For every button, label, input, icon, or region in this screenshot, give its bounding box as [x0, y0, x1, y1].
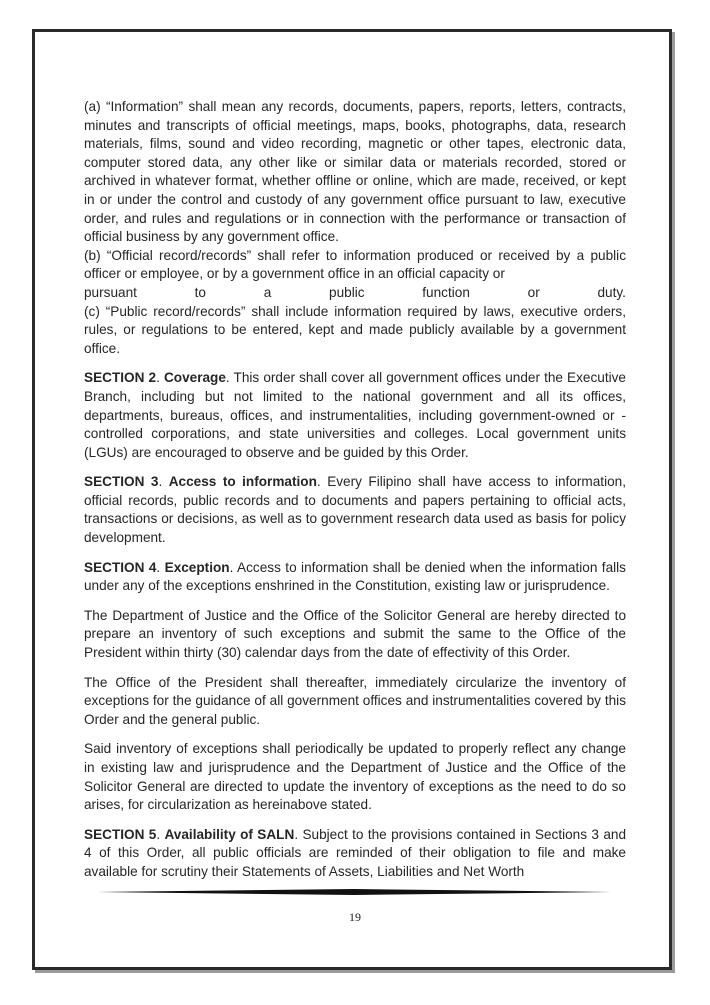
definition-official-record-lead: (b) “Official record/records” shall refer to information produced or received by a public officer or employee, or by a government office in an official capacity or: [84, 247, 626, 282]
section-2-coverage: SECTION 2. Coverage. This order shall cover all government offices under the Executive Branch, including but not limited to the national government and all its offices, departments, bureaus, offices, and instrumentalities, including government-owned or -controlled corporations, and state universities and colleges. Local government units (LGUs) are encouraged to observe and be guided by this Order.: [84, 370, 626, 460]
tail-word: public: [329, 284, 365, 300]
section-2-number: SECTION 2: [84, 370, 157, 386]
section-2-body: This order shall cover all government offices under the Executive Branch, including but not limited to the national government and all its offices, departments, bureaus, offices, and instrumentalities, including government-owned or -controlled corporations, and state universities and colleges. Local government units (LGUs) are encouraged to observe and be guided by this Order.: [84, 370, 626, 460]
definition-official-record-tail: [84, 284, 626, 303]
section-3-body: Every Filipino shall have access to information, official records, public records and to documents and papers pertaining to official acts, transactions or decisions, as well as to government research data used as basis for policy development.: [84, 474, 626, 546]
footer-rule: [97, 889, 611, 895]
definitions-block: [84, 98, 626, 358]
section-5-title: Availability of SALN: [164, 826, 295, 842]
section-2-title: Coverage: [163, 370, 226, 386]
definition-official-record: [84, 247, 626, 284]
page-number: 19: [349, 910, 361, 924]
section-3-access: SECTION 3. Access to information. Every Filipino shall have access to information, official records, public records and to documents and papers pertaining to official acts, transactions or decisions, as well as to government research data used as basis for policy development.: [84, 474, 626, 546]
tail-word: to: [194, 284, 206, 300]
section-4-exception: SECTION 4. Exception. Access to information shall be denied when the information falls under any of the exceptions enshrined in the Constitution, existing law or jurisprudence.: [84, 559, 626, 594]
section-4-number: SECTION 4: [84, 559, 157, 575]
section-4-body: Access to information shall be denied when the information falls under any of the exceptions enshrined in the Constitution, existing law or jurisprudence.: [84, 559, 626, 594]
section-4-title: Exception: [164, 559, 230, 575]
section-4-paragraph-3: The Office of the President shall thereafter, immediately circularize the inventory of exceptions for the guidance of all government offices and instrumentalities covered by this Order and the general public.: [84, 674, 626, 727]
tail-word: or: [527, 284, 540, 300]
section-3-number: SECTION 3: [84, 474, 159, 490]
section-4-paragraph-4: Said inventory of exceptions shall periodically be updated to properly reflect any change in existing law and jurisprudence and the Department of Justice and the Office of the Solicitor General are directed to update the inventory of exceptions as the need to do so arises, for circularization as hereinabove stated.: [84, 741, 626, 813]
section-4-paragraph-2: The Department of Justice and the Office of the Solicitor General are hereby directed to prepare an inventory of such exceptions and submit the same to the Office of the President within thirty (30) calendar days from the date of effectivity of this Order.: [84, 607, 626, 661]
section-5-number: SECTION 5: [84, 826, 157, 842]
tail-word: a: [263, 284, 272, 300]
definition-information: (a) “Information” shall mean any records, documents, papers, reports, letters, contracts, minutes and transcripts of official meetings, maps, books, photographs, data, research materials, films, sound and video recording, magnetic or other tapes, electronic data, computer stored data, any other like or similar data or materials recorded, stored or archived in whatever format, whether offline or online, which are made, received, or kept in or under the control and custody of any government office pursuant to law, executive order, and rules and regulations or in connection with the performance or transaction of official business by any government office.: [84, 99, 626, 245]
tail-word: duty.: [597, 284, 626, 300]
section-5-body: Subject to the provisions contained in Sections 3 and 4 of this Order, all public officials are reminded of their obligation to file and make available for scrutiny their Statements of Assets, Liabilities and Net Worth: [84, 826, 626, 879]
section-3-title: Access to information: [168, 474, 317, 490]
definition-public-record: (c) “Public record/records” shall include information required by laws, executive orders, rules, or regulations to be entered, kept and made publicly available by a government office.: [84, 303, 626, 356]
section-5-saln: SECTION 5. Availability of SALN. Subject to the provisions contained in Sections 3 and 4 of this Order, all public officials are reminded of their obligation to file and make available for scrutiny their Statements of Assets, Liabilities and Net Worth: [84, 826, 626, 879]
tail-word: function: [422, 284, 470, 300]
document-body: [84, 98, 626, 893]
tail-word: pursuant: [84, 284, 137, 300]
